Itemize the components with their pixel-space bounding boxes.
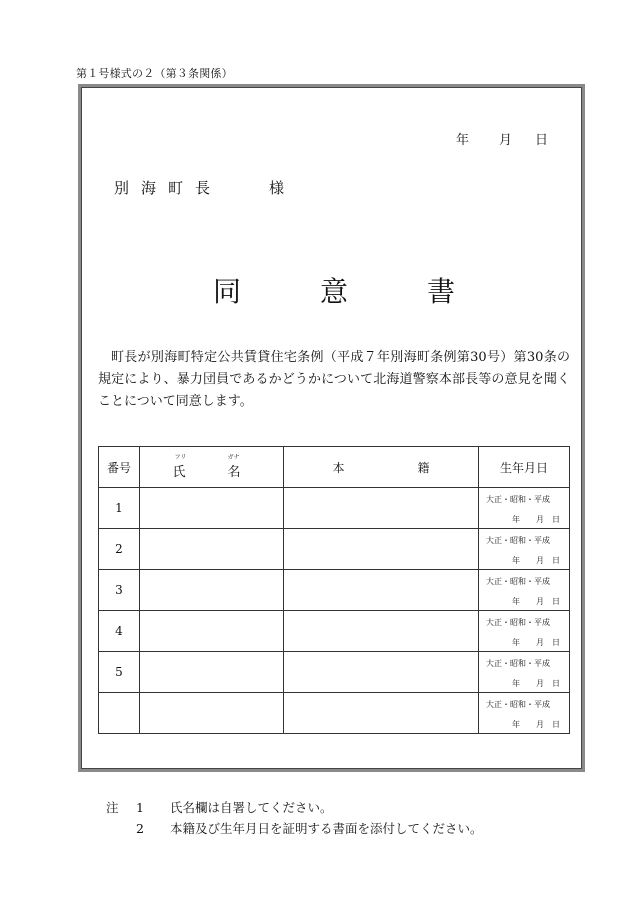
addressee-honorific: 様 <box>269 179 285 197</box>
birthdate-cell[interactable] <box>479 488 570 529</box>
era-options: 大正・昭和・平成 <box>486 659 550 668</box>
birthdate-cell[interactable] <box>479 652 570 693</box>
table-row <box>99 693 570 734</box>
honseki-input-cell[interactable] <box>284 570 479 611</box>
era-options: 大正・昭和・平成 <box>486 577 550 586</box>
honseki-input-cell[interactable] <box>284 529 479 570</box>
birth-year-label: 年 <box>512 638 520 647</box>
birth-month-label: 月 <box>536 556 544 565</box>
header-name <box>140 447 284 488</box>
header-name-ruby-2: ガナ <box>227 453 240 461</box>
birthdate-cell[interactable] <box>479 693 570 734</box>
honseki-input-cell[interactable] <box>284 652 479 693</box>
header-name-ruby-1: フリ <box>174 453 187 461</box>
consent-statement: 町長が別海町特定公共賃貸住宅条例（平成７年別海町条例第30号）第30条の規定により、暴力団員であるかどうかについて北海道警察本部長等の意見を聞くことについて同意します。 <box>98 350 570 409</box>
era-options: 大正・昭和・平成 <box>486 536 550 545</box>
note-item <box>106 818 483 839</box>
date-month-label: 月 <box>499 133 513 148</box>
birth-month-label: 月 <box>536 515 544 524</box>
document-title-char-2: 意 <box>320 275 349 308</box>
date-day-label: 日 <box>535 133 549 148</box>
name-input-cell[interactable] <box>140 693 284 734</box>
note-number: 1 <box>136 800 144 815</box>
header-name-char-2: 名 <box>227 464 241 480</box>
birth-year-label: 年 <box>512 679 520 688</box>
birthdate-cell[interactable] <box>479 611 570 652</box>
row-number <box>99 693 140 734</box>
header-honseki-char-1: 本 <box>332 460 345 475</box>
header-honseki-char-2: 籍 <box>417 460 430 475</box>
form-reference: 第１号様式の２（第３条関係） <box>76 67 233 80</box>
table-header-row <box>99 447 570 488</box>
honseki-input-cell[interactable] <box>284 611 479 652</box>
addressee-name: 別海町長 <box>114 179 223 197</box>
honseki-input-cell[interactable] <box>284 693 479 734</box>
birth-day-label: 日 <box>552 638 560 647</box>
name-input-cell[interactable] <box>140 611 284 652</box>
table-row <box>99 652 570 693</box>
era-options: 大正・昭和・平成 <box>486 700 550 709</box>
row-number: 1 <box>99 488 140 529</box>
birth-day-label: 日 <box>552 597 560 606</box>
header-honseki <box>284 447 479 488</box>
name-input-cell[interactable] <box>140 488 284 529</box>
note-number: 2 <box>136 821 144 836</box>
birth-month-label: 月 <box>536 679 544 688</box>
table-row <box>99 570 570 611</box>
table-row <box>99 529 570 570</box>
notes <box>106 797 483 839</box>
persons-table <box>98 446 570 734</box>
row-number: 5 <box>99 652 140 693</box>
row-number: 3 <box>99 570 140 611</box>
birth-year-label: 年 <box>512 720 520 729</box>
name-input-cell[interactable] <box>140 529 284 570</box>
note-text: 本籍及び生年月日を証明する書面を添付してください。 <box>170 821 483 836</box>
birthdate-cell[interactable] <box>479 529 570 570</box>
notes-label: 注 <box>106 800 119 815</box>
era-options: 大正・昭和・平成 <box>486 618 550 627</box>
note-text: 氏名欄は自署してください。 <box>170 800 333 815</box>
date-year-label: 年 <box>456 133 470 148</box>
table-row <box>99 488 570 529</box>
row-number: 2 <box>99 529 140 570</box>
header-name-char-1: 氏 <box>172 464 186 480</box>
birth-day-label: 日 <box>552 679 560 688</box>
table-row <box>99 611 570 652</box>
birth-day-label: 日 <box>552 720 560 729</box>
header-number: 番号 <box>99 447 140 488</box>
row-number: 4 <box>99 611 140 652</box>
note-item <box>106 797 483 818</box>
birth-day-label: 日 <box>552 556 560 565</box>
document-title-char-3: 書 <box>427 275 456 308</box>
name-input-cell[interactable] <box>140 570 284 611</box>
birth-month-label: 月 <box>536 597 544 606</box>
birth-year-label: 年 <box>512 597 520 606</box>
document-title-char-1: 同 <box>213 275 242 308</box>
birth-year-label: 年 <box>512 556 520 565</box>
birth-month-label: 月 <box>536 720 544 729</box>
date-line <box>456 129 548 148</box>
birth-day-label: 日 <box>552 515 560 524</box>
birthdate-cell[interactable] <box>479 570 570 611</box>
era-options: 大正・昭和・平成 <box>486 495 550 504</box>
header-birthdate: 生年月日 <box>479 447 570 488</box>
honseki-input-cell[interactable] <box>284 488 479 529</box>
name-input-cell[interactable] <box>140 652 284 693</box>
birth-month-label: 月 <box>536 638 544 647</box>
birth-year-label: 年 <box>512 515 520 524</box>
